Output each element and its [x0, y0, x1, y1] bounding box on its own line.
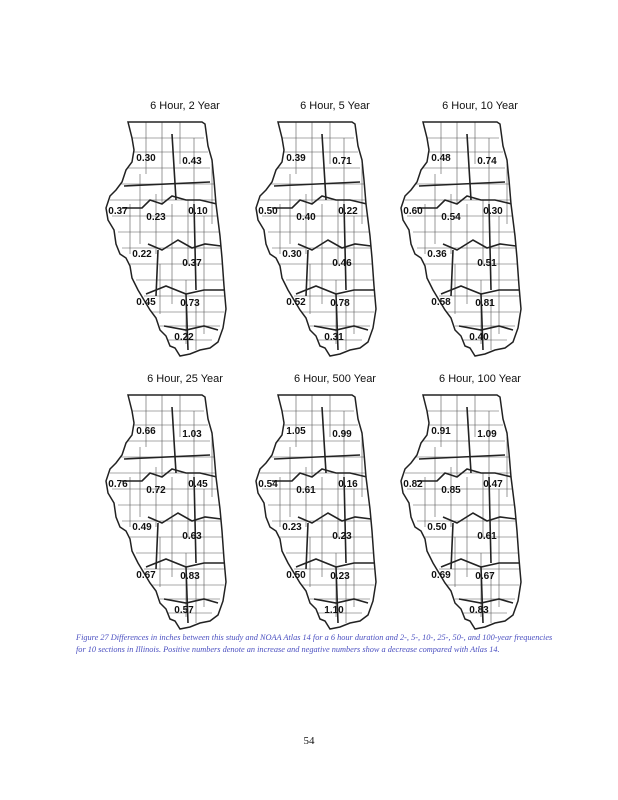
page-number: 54 — [303, 735, 315, 747]
section-value-label: 0.78 — [330, 298, 350, 309]
section-value-label: 0.69 — [431, 570, 451, 581]
section-value-label: 0.74 — [477, 156, 497, 167]
section-value-label: 0.71 — [332, 156, 352, 167]
section-value-label: 0.67 — [475, 571, 495, 582]
section-value-label: 0.23 — [332, 531, 352, 542]
section-value-label: 0.23 — [146, 212, 166, 223]
section-value-label: 0.43 — [182, 156, 202, 167]
section-value-label: 0.57 — [174, 605, 194, 616]
section-value-label: 0.85 — [441, 485, 461, 496]
section-value-label: 0.54 — [258, 479, 278, 490]
section-value-label: 0.30 — [136, 153, 156, 164]
section-value-label: 0.22 — [338, 206, 358, 217]
section-value-label: 0.51 — [477, 258, 497, 269]
section-value-label: 0.23 — [282, 522, 302, 533]
section-value-label: 0.83 — [180, 571, 200, 582]
section-value-label: 0.46 — [332, 258, 352, 269]
section-value-label: 0.10 — [188, 206, 208, 217]
section-value-label: 0.37 — [108, 206, 128, 217]
section-value-label: 0.36 — [427, 249, 447, 260]
section-value-label: 0.40 — [296, 212, 316, 223]
section-value-label: 0.61 — [296, 485, 316, 496]
section-value-label: 1.05 — [286, 426, 306, 437]
section-value-label: 0.81 — [475, 298, 495, 309]
section-value-label: 0.22 — [174, 332, 194, 343]
section-value-label: 0.22 — [132, 249, 152, 260]
map-panel — [100, 100, 270, 370]
section-value-label: 0.58 — [431, 297, 451, 308]
state-fill — [256, 395, 376, 629]
section-value-label: 0.63 — [182, 531, 202, 542]
section-value-label: 0.60 — [403, 206, 423, 217]
section-value-label: 0.40 — [469, 332, 489, 343]
section-value-label: 0.72 — [146, 485, 166, 496]
state-fill — [401, 122, 521, 356]
section-value-label: 0.66 — [136, 426, 156, 437]
illinois-map — [100, 100, 270, 370]
map-panel — [395, 100, 565, 370]
state-fill — [401, 395, 521, 629]
map-title: 6 Hour, 10 Year — [442, 100, 518, 112]
map-panel — [395, 373, 565, 643]
section-value-label: 0.31 — [324, 332, 344, 343]
section-value-label: 0.23 — [330, 571, 350, 582]
map-title: 6 Hour, 5 Year — [300, 100, 370, 112]
section-value-label: 0.50 — [427, 522, 447, 533]
section-value-label: 0.82 — [403, 479, 423, 490]
section-value-label: 0.45 — [188, 479, 208, 490]
section-value-label: 0.73 — [180, 298, 200, 309]
map-panel — [100, 373, 270, 643]
section-value-label: 0.83 — [469, 605, 489, 616]
section-value-label: 1.09 — [477, 429, 497, 440]
section-value-label: 1.10 — [324, 605, 344, 616]
map-title: 6 Hour, 25 Year — [147, 373, 223, 385]
section-value-label: 0.30 — [483, 206, 503, 217]
section-value-label: 0.67 — [136, 570, 156, 581]
section-value-label: 0.39 — [286, 153, 306, 164]
section-value-label: 0.52 — [286, 297, 306, 308]
section-value-label: 0.50 — [258, 206, 278, 217]
illinois-map — [395, 100, 565, 370]
map-title: 6 Hour, 100 Year — [439, 373, 521, 385]
state-fill — [106, 122, 226, 356]
figure-caption: Figure 27 Differences in inches between this study and NOAA Atlas 14 for a 6 hour duration and 2-, 5-, 10-, 25-, 50-, and 100-year frequencies for 10 sections in Illinois. Positive numbers denote an increase and negative numbers show a decrease compared with Atlas 14. — [76, 633, 553, 654]
section-value-label: 0.49 — [132, 522, 152, 533]
section-value-label: 0.47 — [483, 479, 503, 490]
section-value-label: 0.37 — [182, 258, 202, 269]
section-value-label: 0.45 — [136, 297, 156, 308]
section-value-label: 0.50 — [286, 570, 306, 581]
section-value-label: 0.30 — [282, 249, 302, 260]
section-value-label: 0.91 — [431, 426, 451, 437]
section-value-label: 0.76 — [108, 479, 128, 490]
illinois-map — [395, 373, 565, 643]
map-title: 6 Hour, 2 Year — [150, 100, 220, 112]
section-value-label: 0.16 — [338, 479, 358, 490]
section-value-label: 0.61 — [477, 531, 497, 542]
section-value-label: 0.99 — [332, 429, 352, 440]
section-value-label: 0.48 — [431, 153, 451, 164]
state-fill — [106, 395, 226, 629]
section-value-label: 1.03 — [182, 429, 202, 440]
map-title: 6 Hour, 500 Year — [294, 373, 376, 385]
state-fill — [256, 122, 376, 356]
illinois-map — [100, 373, 270, 643]
section-value-label: 0.54 — [441, 212, 461, 223]
